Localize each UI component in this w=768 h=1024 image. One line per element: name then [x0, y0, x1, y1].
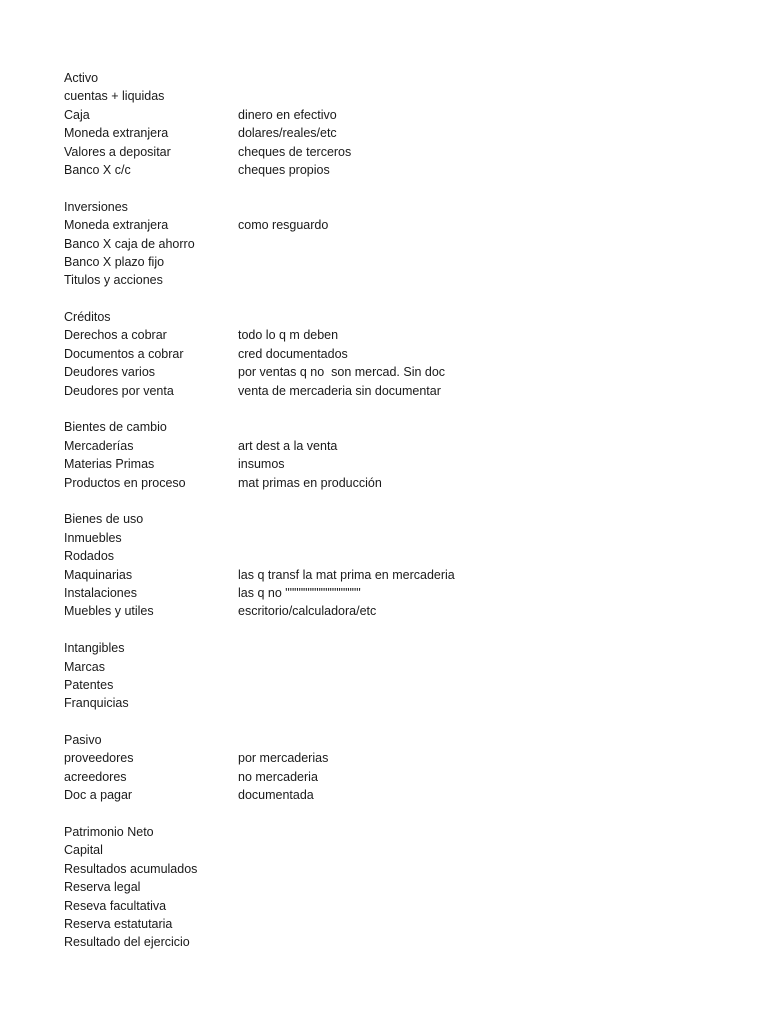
account-note [238, 639, 704, 657]
account-row [64, 106, 704, 124]
account-row [64, 547, 704, 565]
section-heading: Patrimonio Neto [64, 825, 154, 840]
account-label: Instalaciones [64, 585, 137, 600]
account-label: Rodados [64, 549, 115, 564]
account-label: Resultado del ejercicio [64, 935, 190, 950]
account-note [238, 308, 704, 326]
account-note: por ventas q no son mercad. Sin doc [238, 365, 446, 380]
account-note: mat primas en producción [238, 475, 382, 490]
section-spacer [64, 621, 704, 639]
account-row [64, 87, 704, 105]
account-label: proveedores [64, 751, 134, 766]
section-heading: Pasivo [64, 733, 102, 748]
account-note: cheques propios [238, 162, 330, 177]
account-row [64, 363, 704, 381]
account-label: Franquicias [64, 696, 129, 711]
account-note [238, 418, 704, 436]
account-note [238, 878, 704, 896]
account-row [64, 768, 704, 786]
account-row [64, 271, 704, 289]
account-label: Caja [64, 107, 90, 122]
section-heading-row [64, 510, 704, 528]
section-spacer [64, 713, 704, 731]
account-label: Resultados acumulados [64, 861, 198, 876]
section-heading: Créditos [64, 310, 111, 325]
account-note [238, 235, 704, 253]
section-spacer [64, 492, 704, 510]
account-label: Patentes [64, 677, 114, 692]
section-heading: Bienes de uso [64, 512, 144, 527]
account-section [64, 639, 704, 713]
account-row [64, 566, 704, 584]
account-label: Materias Primas [64, 457, 155, 472]
account-label: Inmuebles [64, 530, 122, 545]
account-row [64, 455, 704, 473]
section-heading-row [64, 823, 704, 841]
account-label: Moneda extranjera [64, 126, 169, 141]
account-note: dolares/reales/etc [238, 126, 337, 141]
account-note [238, 198, 704, 216]
section-spacer [64, 400, 704, 418]
account-row [64, 841, 704, 859]
account-note: cred documentados [238, 346, 348, 361]
section-spacer [64, 805, 704, 823]
account-label: Banco X c/c [64, 162, 131, 177]
account-label: Muebles y utiles [64, 604, 154, 619]
account-note [238, 69, 704, 87]
account-label: Valores a depositar [64, 144, 171, 159]
account-label: Deudores varios [64, 365, 156, 380]
account-label: Marcas [64, 659, 105, 674]
section-heading: Activo [64, 71, 99, 85]
account-row [64, 529, 704, 547]
account-row [64, 658, 704, 676]
section-heading: Intangibles [64, 641, 125, 656]
document-page [64, 69, 704, 952]
account-row [64, 676, 704, 694]
account-row [64, 253, 704, 271]
account-row [64, 860, 704, 878]
account-label: Derechos a cobrar [64, 328, 167, 343]
account-label: cuentas + liquidas [64, 89, 165, 104]
account-note [238, 676, 704, 694]
account-label: Documentos a cobrar [64, 346, 184, 361]
account-section [64, 198, 704, 290]
account-label: acreedores [64, 769, 127, 784]
account-note: todo lo q m deben [238, 328, 339, 343]
account-section [64, 418, 704, 492]
account-note: dinero en efectivo [238, 107, 337, 122]
account-row [64, 897, 704, 915]
section-heading: Bientes de cambio [64, 420, 167, 435]
account-label: Banco X plazo fijo [64, 254, 165, 269]
account-row [64, 161, 704, 179]
account-label: Maquinarias [64, 567, 133, 582]
account-label: Reseva facultativa [64, 898, 167, 913]
account-note [238, 933, 704, 951]
account-row [64, 437, 704, 455]
account-row [64, 584, 704, 602]
section-spacer [64, 290, 704, 308]
account-row [64, 933, 704, 951]
account-note [238, 694, 704, 712]
account-label: Titulos y acciones [64, 273, 163, 288]
account-note [238, 841, 704, 859]
account-row [64, 124, 704, 142]
account-note: venta de mercaderia sin documentar [238, 383, 441, 398]
account-note: cheques de terceros [238, 144, 352, 159]
account-row [64, 326, 704, 344]
account-row [64, 143, 704, 161]
account-row [64, 382, 704, 400]
account-label: Productos en proceso [64, 475, 186, 490]
account-section [64, 823, 704, 952]
account-note [238, 860, 704, 878]
account-row [64, 749, 704, 767]
account-row [64, 235, 704, 253]
account-note: documentada [238, 788, 314, 803]
account-label: Reserva legal [64, 880, 141, 895]
account-section [64, 69, 704, 179]
account-note [238, 510, 704, 528]
account-note [238, 271, 704, 289]
section-heading-row [64, 198, 704, 216]
account-note: art dest a la venta [238, 438, 338, 453]
section-spacer [64, 179, 704, 197]
account-row [64, 915, 704, 933]
account-label: Doc a pagar [64, 788, 133, 803]
account-row [64, 694, 704, 712]
account-label: Moneda extranjera [64, 218, 169, 233]
account-note: como resguardo [238, 218, 329, 233]
account-label: Capital [64, 843, 103, 858]
account-note [238, 915, 704, 933]
account-note: por mercaderias [238, 751, 329, 766]
section-heading-row [64, 418, 704, 436]
account-label: Reserva estatutaria [64, 916, 173, 931]
account-row [64, 878, 704, 896]
account-row [64, 216, 704, 234]
section-heading-row [64, 639, 704, 657]
section-heading: Inversiones [64, 199, 128, 214]
account-label: Deudores por venta [64, 383, 174, 398]
account-note: escritorio/calculadora/etc [238, 604, 377, 619]
account-note [238, 731, 704, 749]
account-note: insumos [238, 457, 285, 472]
account-row [64, 602, 704, 620]
account-note: las q no """"""""""""""""" [238, 585, 361, 600]
account-section [64, 308, 704, 400]
account-section [64, 510, 704, 620]
account-row [64, 474, 704, 492]
account-note [238, 529, 704, 547]
account-note [238, 547, 704, 565]
account-note: las q transf la mat prima en mercaderia [238, 567, 455, 582]
account-note [238, 897, 704, 915]
account-note [238, 823, 704, 841]
account-note [238, 658, 704, 676]
account-note [238, 87, 704, 105]
account-label: Mercaderías [64, 438, 134, 453]
account-note: no mercaderia [238, 769, 318, 784]
account-row [64, 345, 704, 363]
account-section [64, 731, 704, 805]
account-row [64, 786, 704, 804]
section-heading-row [64, 69, 704, 87]
section-heading-row [64, 731, 704, 749]
section-heading-row [64, 308, 704, 326]
account-note [238, 253, 704, 271]
account-label: Banco X caja de ahorro [64, 236, 195, 251]
